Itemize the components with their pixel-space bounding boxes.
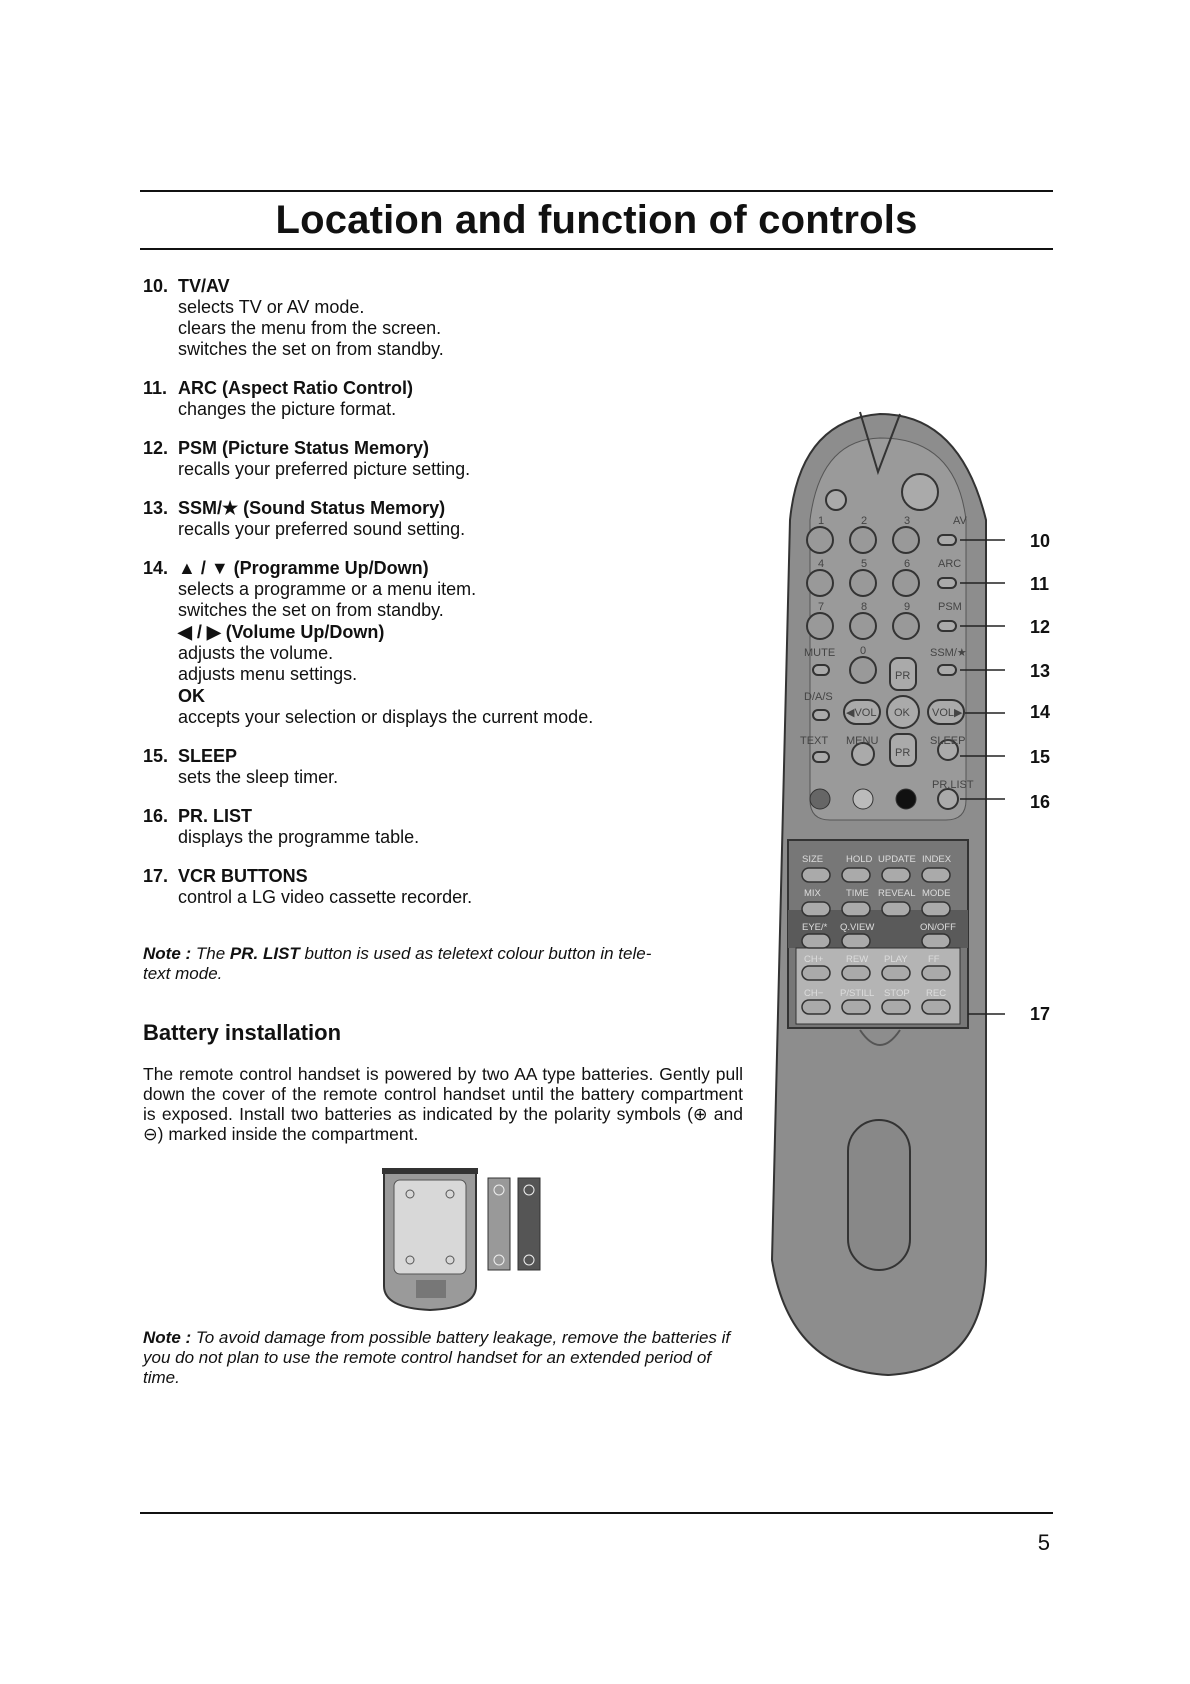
label-size: SIZE xyxy=(802,854,824,865)
note-text: text mode. xyxy=(143,964,223,983)
item-title: TV/AV xyxy=(178,276,230,296)
battery-text: ) marked inside the compartment. xyxy=(157,1124,419,1144)
label-update: UPDATE xyxy=(878,854,916,865)
plus-symbol: ⊕ xyxy=(692,1104,708,1124)
label-sleep: SLEEP xyxy=(930,735,966,747)
item-title: VCR BUTTONS xyxy=(178,866,308,886)
item-title: PR. LIST xyxy=(178,806,253,826)
minus-symbol: ⊖ xyxy=(143,1124,158,1144)
item-number: 10. xyxy=(143,276,169,296)
label-psm: PSM xyxy=(938,601,962,613)
label-mute: MUTE xyxy=(804,647,836,659)
label-index: INDEX xyxy=(922,854,952,865)
label-pr-down: PR xyxy=(895,747,911,759)
title-underline xyxy=(140,248,1053,250)
item-desc: selects TV or AV mode. xyxy=(178,297,365,317)
item-number: 15. xyxy=(143,746,169,766)
label-8: 8 xyxy=(861,601,868,613)
item-number: 13. xyxy=(143,498,169,518)
label-ff: FF xyxy=(928,954,940,965)
note-label: Note : xyxy=(143,944,192,963)
item-title: PSM (Picture Status Memory) xyxy=(178,438,430,458)
item-desc: switches the set on from standby. xyxy=(178,339,444,359)
controls-list xyxy=(143,275,763,925)
bottom-rule xyxy=(140,1512,1053,1514)
item-desc: adjusts the volume. xyxy=(178,643,334,663)
label-rec: REC xyxy=(926,988,947,999)
label-ssm: SSM/★ xyxy=(930,647,967,659)
label-menu: MENU xyxy=(846,735,879,747)
label-prlist: PR.LIST xyxy=(932,779,974,791)
label-1: 1 xyxy=(818,515,825,527)
note-label: Note : xyxy=(143,1328,192,1347)
item-desc: sets the sleep timer. xyxy=(178,767,339,787)
label-qview: Q.VIEW xyxy=(840,922,875,933)
note-text: button is used as teletext colour button in tele- xyxy=(299,944,652,963)
note-text: The xyxy=(191,944,230,963)
item-desc: selects a programme or a menu item. xyxy=(178,579,477,599)
item-desc: changes the picture format. xyxy=(178,399,397,419)
callout-16: 16 xyxy=(1030,792,1051,812)
item-number: 12. xyxy=(143,438,169,458)
label-ok: OK xyxy=(894,707,910,719)
label-chminus: CH− xyxy=(804,988,824,999)
item-17 xyxy=(143,865,763,908)
item-desc: displays the programme table. xyxy=(178,827,420,847)
item-desc: switches the set on from standby. xyxy=(178,600,444,620)
callout-12: 12 xyxy=(1030,617,1051,637)
page-title: Location and function of controls xyxy=(275,198,918,242)
item-subtitle: OK xyxy=(178,686,205,706)
callout-11: 11 xyxy=(1030,574,1050,594)
note-strong: PR. LIST xyxy=(229,944,300,963)
callout-10: 10 xyxy=(1030,531,1051,551)
item-number: 11. xyxy=(143,378,168,398)
label-pr-up: PR xyxy=(895,670,911,682)
label-hold: HOLD xyxy=(846,854,873,865)
top-rule xyxy=(140,190,1053,192)
label-av: AV xyxy=(953,515,967,527)
label-onoff: ON/OFF xyxy=(920,922,956,933)
note-battery xyxy=(143,1328,743,1388)
label-mix: MIX xyxy=(804,888,821,899)
label-text: TEXT xyxy=(800,735,829,747)
item-16 xyxy=(143,805,763,848)
item-desc: control a LG video cassette recorder. xyxy=(178,887,473,907)
battery-paragraph xyxy=(143,1064,743,1144)
item-14 xyxy=(143,557,763,728)
note-text: To avoid damage from possible battery leakage, remove the batteries if you do not plan to use the remote control handset for an extended period of time. xyxy=(143,1328,731,1387)
label-pstill: P/STILL xyxy=(840,988,875,999)
label-eye: EYE/* xyxy=(802,922,828,933)
page-number: 5 xyxy=(1037,1530,1050,1555)
item-desc: adjusts menu settings. xyxy=(178,664,358,684)
item-12 xyxy=(143,437,763,480)
remote-control-illustration xyxy=(760,400,1070,1390)
label-2: 2 xyxy=(861,515,868,527)
item-11 xyxy=(143,377,763,420)
item-number: 14. xyxy=(143,558,169,578)
battery-heading: Battery installation xyxy=(143,1020,342,1045)
battery-illustration xyxy=(380,1168,570,1313)
item-desc: recalls your preferred sound setting. xyxy=(178,519,466,539)
battery-text: The remote control handset is powered by two AA type batteries. Gently pull down the cover of the remote control handset until the battery compartment is exposed. Install two batteries as indicated by the polarity symbols ( xyxy=(143,1064,743,1124)
item-desc: clears the menu from the screen. xyxy=(178,318,442,338)
item-10 xyxy=(143,275,763,360)
item-number: 17. xyxy=(143,866,169,886)
label-play: PLAY xyxy=(884,954,908,965)
label-reveal: REVEAL xyxy=(878,888,916,899)
label-mode: MODE xyxy=(922,888,951,899)
label-vol-right: VOL▶ xyxy=(932,707,963,719)
item-15 xyxy=(143,745,763,788)
label-time: TIME xyxy=(846,888,869,899)
item-number: 16. xyxy=(143,806,169,826)
item-desc: accepts your selection or displays the current mode. xyxy=(178,707,594,727)
callout-15: 15 xyxy=(1030,747,1051,767)
label-3: 3 xyxy=(904,515,911,527)
label-arc: ARC xyxy=(938,558,962,570)
item-subtitle: ◀ / ▶ (Volume Up/Down) xyxy=(178,622,385,642)
item-title: ▲ / ▼ (Programme Up/Down) xyxy=(178,558,429,578)
label-0: 0 xyxy=(860,645,867,657)
item-desc: recalls your preferred picture setting. xyxy=(178,459,471,479)
label-9: 9 xyxy=(904,601,911,613)
callout-13: 13 xyxy=(1030,661,1051,681)
item-title: ARC (Aspect Ratio Control) xyxy=(178,378,413,398)
label-das: D/A/S xyxy=(804,691,833,703)
battery-text: and xyxy=(707,1104,743,1124)
label-stop: STOP xyxy=(884,988,910,999)
label-vol-left: ◀VOL xyxy=(846,707,877,719)
callout-14: 14 xyxy=(1030,702,1051,722)
item-title: SLEEP xyxy=(178,746,238,766)
item-13 xyxy=(143,497,763,540)
label-5: 5 xyxy=(861,558,868,570)
note-prlist xyxy=(143,944,743,984)
label-7: 7 xyxy=(818,601,825,613)
label-chplus: CH+ xyxy=(804,954,824,965)
label-4: 4 xyxy=(818,558,825,570)
callout-17: 17 xyxy=(1030,1004,1051,1024)
label-6: 6 xyxy=(904,558,911,570)
label-rew: REW xyxy=(846,954,869,965)
item-title: SSM/★ (Sound Status Memory) xyxy=(178,498,446,518)
